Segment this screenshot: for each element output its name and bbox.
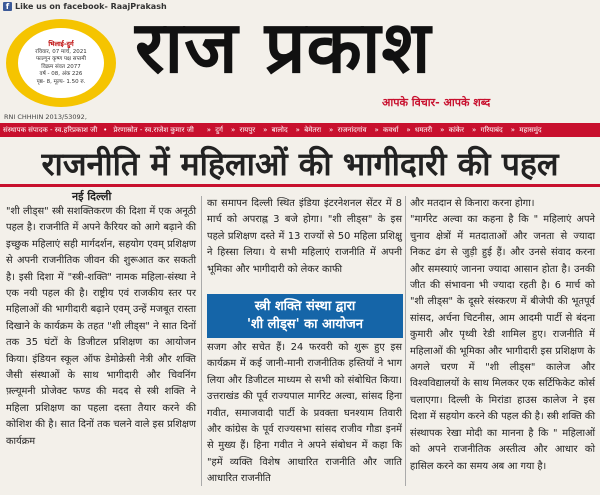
city-item[interactable]: » रायपुर <box>230 125 256 134</box>
newspaper-logo: राज प्रकाश <box>135 4 432 89</box>
subheading-line-1: स्त्री शक्ति संस्था द्वारा <box>254 299 356 314</box>
city-item[interactable]: » कवर्धा <box>374 125 399 134</box>
tithi-line: फाल्गुन कृष्ण पक्ष सप्तमी <box>36 56 86 63</box>
city-item[interactable]: » धमतरी <box>406 125 433 134</box>
facebook-text: Like us on facebook- RaajPrakash <box>15 2 167 11</box>
price-line: पृष्ठ- 8, मूल्य- 1.50 रु. <box>36 78 86 85</box>
founder-editor: संस्थापक संपादक - स्व.हरिप्रकाश जी <box>3 125 98 134</box>
column-2-top-text: का समापन दिल्ली स्थित इंडिया इंटरनेशनल सेंटर में 8 मार्च को अपराह्न 3 बजे होगा। "शी लीड्स" के इस पहले प्रशिक्षण दस्ते में 13 राज्यों से 50 महिला प्रशिक्षु ने हिस्सा लिया। ये सभी महिलाएं राजनीति में अपनी भूमिका और भागीदारी को लेकर काफी <box>207 198 402 275</box>
city-item[interactable]: » बेमेतरा <box>295 125 322 134</box>
city-item[interactable]: » गरियाबंद <box>472 125 503 134</box>
subheading-line-2: 'शी लीड्स' का आयोजन <box>246 317 364 332</box>
date-line: रविवार, 07 मार्च, 2021 <box>35 48 87 55</box>
date-badge <box>6 19 116 107</box>
article-column-2-bottom <box>207 340 402 488</box>
article-column-1 <box>6 204 196 450</box>
city-item[interactable]: » कांकेर <box>440 125 465 134</box>
city-item[interactable]: » बालोद <box>263 125 288 134</box>
city-item[interactable]: » दुर्ग <box>206 125 223 134</box>
column-2-bottom-text: सजग और सचेत हैं। 24 फरवरी को शुरू हुए इस कार्यक्रम में कई जानी-मानी राजनीतिक हस्तियों ने भाग लिया और डिजीटल माध्यम से सभी को संबोधित किया। उत्तराखंड की पूर्व राज्यपाल मार्गरेट अल्वा, सांसद हिना गवीत, समाजवादी पार्टी के प्रवक्ता घनश्याम तिवारी और कांग्रेस के पूर्व राज्यसभा सांसद राजीव गौडा इनमें से मुख्य हैं। हिना गवीत ने अपने संबोधन में कहा कि "हमें व्यक्ति विशेष आधारित राजनीति और जाति आधारित राजनीति <box>207 342 402 485</box>
slogan: आपके विचार- आपके शब्द <box>382 96 491 109</box>
article-column-2-top <box>207 196 402 278</box>
column-divider <box>201 196 202 486</box>
article-column-3 <box>410 196 595 475</box>
dateline: नई दिल्ली <box>72 190 112 203</box>
rni-number: RNI CHHHIN 2013/53092, <box>4 113 87 121</box>
inspiration-credit: प्रेरणास्रोत - स्व.राजेश कुमार जी <box>113 125 194 134</box>
city-item[interactable]: » राजनांदगांव <box>329 125 367 134</box>
column-divider <box>405 196 406 486</box>
column-3-text: और मतदान से किनारा करना होगा। "मार्गरेट अल्वा का कहना है कि " महिलाएं अपने चुनाव क्षेत्रों में मतदाताओं और जनता से ज्यादा निकट ढंग से जुड़ी हुई हैं। और उनसे संवाद करना और समस्याएं जानना ज्यादा आसान होता है। उनकी जीत की संभावना भी ज्यादा रहती है। 6 मार्च को "शी लीड्स" के दूसरे संस्करण में बीजेपी की भूतपूर्व सांसद, अर्चना चिटनीस, आम आदमी पार्टी से बंदना कुमारी और पृथ्वी रेडी शामिल हुए। राजनीति में महिलाओं की भूमिका और भागीदारी इस प्रशिक्षण के अगले चरण में "शी लीड्स" कालेज और विश्वविद्यालयों के साथ मिलकर एक सर्टिफिकेट कोर्स चलाएगा। दिल्ली के मिरांडा हाउस कालेज ने इस दिशा में सहयोग करने की पहल की है। स्त्री शक्ति की संस्थापक रेखा मोदी का मानना है कि " महिलाओं को अपने राजनीतिक अस्तीत्व और आधार को हासिल करने का समय अब आ गया है। <box>410 198 595 472</box>
article-headline: राजनीति में महिलाओं की भागीदारी की पहल <box>0 144 600 187</box>
edition-bar: संस्थापक संपादक - स्व.हरिप्रकाश जी • प्रेरणास्रोत - स्व.राजेश कुमार जी » दुर्ग » रायपुर » बालोद » बेमेतरा » राजनांदगांव » कवर्धा » धमतरी » कांकेर » गरियाबंद » महासमुंद <box>0 123 600 137</box>
city-item[interactable]: » महासमुंद <box>510 125 542 134</box>
samvat-line: विक्रम संवत 2077 <box>41 63 81 70</box>
edition-label: भिलाई-दुर्ग <box>48 40 74 49</box>
subheading-box <box>207 294 403 338</box>
facebook-icon: f <box>3 2 12 11</box>
issue-line: वर्ष - 08, अंक 226 <box>39 71 83 78</box>
column-1-text: "शी लीड्स" स्त्री सशक्तिकरण की दिशा में एक अनूठी पहल है। राजनीति में अपने कैरियर को आगे बढ़ाने की इच्छुक महिलाएं सही मार्गदर्शन, सहयोग एवम् प्रशिक्षण से अपनी राजनीतिक जीवन की शुरूआत कर सकती है। इसी दिशा में "स्त्री-शक्ति" नामक महिला-संस्था ने एक नयी पहल की है। राष्ट्रीय एवं राजकीय स्तर पर महिलाओं की भागीदारी बढ़ाने एवम् उन्हें मजबूत रास्ता दिखाने के कार्यक्रम के तहत "शी लीड्स" ने सात दिनों तक 35 घंटों के डिजीटल प्रशिक्षण का आयोजन किया। इंडियन स्कूल ऑफ डेमोक्रेसी नेत्री और शक्ति जैसी संस्थाओं के साथ भागीदारी और चिवनिंग फ़्ल्यूमनी प्रोजेक्ट फण्ड की मदद से स्त्री शक्ति ने महिला प्रशिक्षण का पहला दस्ता तैयार करने की कोशिश की है। सात दिनों तक चलने वाले इस प्रशिक्षण कार्यक्रम <box>6 206 196 447</box>
